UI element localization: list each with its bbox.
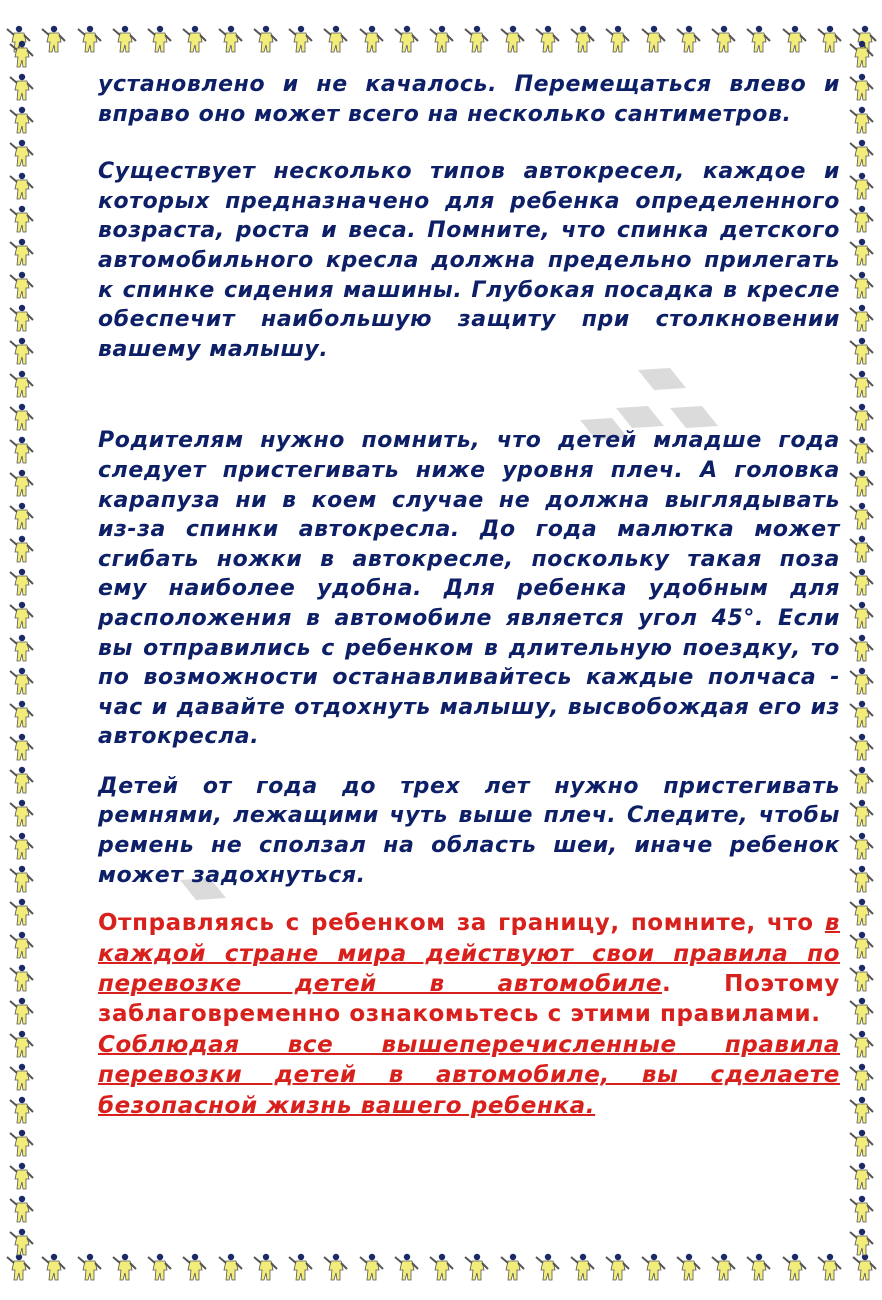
yellow-stick-figure-icon bbox=[847, 1030, 875, 1060]
yellow-stick-figure-icon bbox=[286, 25, 314, 55]
yellow-stick-figure-icon bbox=[847, 172, 875, 202]
yellow-stick-figure-icon bbox=[7, 1063, 35, 1093]
yellow-stick-figure-icon bbox=[780, 25, 808, 55]
yellow-stick-figure-icon bbox=[251, 1253, 279, 1283]
yellow-stick-figure-icon bbox=[7, 238, 35, 268]
paragraph-seat-types: Существует несколько типов автокресел, каждое и которых предназначено для ребенка определенного возраста, роста и веса. Помните, что спинка детского автомобильного кресла должна предельно прилегать к спинке сидения машины. Глубокая посадка в кресле обеспечит наибольшую защиту при столкновении вашему малышу. bbox=[98, 159, 840, 362]
yellow-stick-figure-icon bbox=[847, 634, 875, 664]
yellow-stick-figure-icon bbox=[357, 25, 385, 55]
yellow-stick-figure-icon bbox=[847, 1063, 875, 1093]
yellow-stick-figure-icon bbox=[847, 271, 875, 301]
yellow-stick-figure-icon bbox=[7, 106, 35, 136]
yellow-stick-figure-icon bbox=[39, 25, 67, 55]
yellow-stick-figure-icon bbox=[427, 1253, 455, 1283]
border-top bbox=[0, 20, 882, 60]
yellow-stick-figure-icon bbox=[847, 865, 875, 895]
yellow-stick-figure-icon bbox=[392, 1253, 420, 1283]
yellow-stick-figure-icon bbox=[847, 601, 875, 631]
yellow-stick-figure-icon bbox=[847, 733, 875, 763]
yellow-stick-figure-icon bbox=[7, 535, 35, 565]
yellow-stick-figure-icon bbox=[286, 1253, 314, 1283]
yellow-stick-figure-icon bbox=[462, 1253, 490, 1283]
yellow-stick-figure-icon bbox=[357, 1253, 385, 1283]
yellow-stick-figure-icon bbox=[847, 436, 875, 466]
yellow-stick-figure-icon bbox=[847, 799, 875, 829]
yellow-stick-figure-icon bbox=[75, 25, 103, 55]
yellow-stick-figure-icon bbox=[39, 1253, 67, 1283]
yellow-stick-figure-icon bbox=[7, 700, 35, 730]
yellow-stick-figure-icon bbox=[847, 700, 875, 730]
yellow-stick-figure-icon bbox=[847, 931, 875, 961]
yellow-stick-figure-icon bbox=[568, 1253, 596, 1283]
yellow-stick-figure-icon bbox=[251, 25, 279, 55]
yellow-stick-figure-icon bbox=[533, 1253, 561, 1283]
paragraph-toddlers: Детей от года до трех лет нужно пристегивать ремнями, лежащими чуть выше плеч. Следите, чтобы ремень не сползал на область шеи, иначе ребенок может задохнуться. bbox=[98, 773, 840, 888]
yellow-stick-figure-icon bbox=[603, 25, 631, 55]
document-body bbox=[98, 70, 840, 1121]
yellow-stick-figure-icon bbox=[674, 25, 702, 55]
yellow-stick-figure-icon bbox=[7, 436, 35, 466]
yellow-stick-figure-icon bbox=[847, 139, 875, 169]
yellow-stick-figure-icon bbox=[110, 25, 138, 55]
paragraph-seat-fixing: установлено и не качалось. Перемещаться влево и вправо оно может всего на несколько сантиметров. bbox=[98, 72, 840, 127]
yellow-stick-figure-icon bbox=[7, 1129, 35, 1159]
yellow-stick-figure-icon bbox=[847, 766, 875, 796]
yellow-stick-figure-icon bbox=[498, 25, 526, 55]
border-left bbox=[4, 40, 38, 1258]
warning-underlined: в каждой стране мира действуют свои правила по перевозке детей в автомобиле bbox=[98, 910, 840, 998]
yellow-stick-figure-icon bbox=[7, 634, 35, 664]
yellow-stick-figure-icon bbox=[709, 25, 737, 55]
yellow-stick-figure-icon bbox=[7, 733, 35, 763]
yellow-stick-figure-icon bbox=[7, 832, 35, 862]
yellow-stick-figure-icon bbox=[498, 1253, 526, 1283]
yellow-stick-figure-icon bbox=[7, 601, 35, 631]
yellow-stick-figure-icon bbox=[75, 1253, 103, 1283]
yellow-stick-figure-icon bbox=[180, 25, 208, 55]
yellow-stick-figure-icon bbox=[7, 271, 35, 301]
yellow-stick-figure-icon bbox=[7, 139, 35, 169]
warning-lead: Отправляясь с ребенком за границу, помните, что bbox=[98, 910, 825, 937]
yellow-stick-figure-icon bbox=[533, 25, 561, 55]
yellow-stick-figure-icon bbox=[7, 997, 35, 1027]
yellow-stick-figure-icon bbox=[7, 799, 35, 829]
warning-paragraph bbox=[98, 908, 840, 1030]
paragraph-infants: Родителям нужно помнить, что детей младше года следует пристегивать ниже уровня плеч. А головка карапуза ни в коем случае не должна выглядывать из-за спинки автокресла. До года малютка может сгибать ножки в автокресле, поскольку такая поза ему наиболее удобна. Для ребенка удобным для расположения в автомобиле является угол 45°. Если вы отправились с ребенком в длительную поездку, то по возможности останавливайтесь каждые полчаса - час и давайте отдохнуть малышу, высвобождая его из автокресла. bbox=[98, 428, 840, 750]
yellow-stick-figure-icon bbox=[7, 766, 35, 796]
yellow-stick-figure-icon bbox=[7, 1096, 35, 1126]
yellow-stick-figure-icon bbox=[7, 865, 35, 895]
yellow-stick-figure-icon bbox=[847, 370, 875, 400]
yellow-stick-figure-icon bbox=[7, 1162, 35, 1192]
yellow-stick-figure-icon bbox=[709, 1253, 737, 1283]
yellow-stick-figure-icon bbox=[7, 370, 35, 400]
yellow-stick-figure-icon bbox=[847, 997, 875, 1027]
yellow-stick-figure-icon bbox=[7, 1030, 35, 1060]
yellow-stick-figure-icon bbox=[321, 25, 349, 55]
yellow-stick-figure-icon bbox=[847, 403, 875, 433]
yellow-stick-figure-icon bbox=[744, 25, 772, 55]
border-right bbox=[844, 40, 878, 1258]
yellow-stick-figure-icon bbox=[7, 40, 35, 70]
yellow-stick-figure-icon bbox=[462, 25, 490, 55]
yellow-stick-figure-icon bbox=[847, 1228, 875, 1258]
yellow-stick-figure-icon bbox=[7, 667, 35, 697]
yellow-stick-figure-icon bbox=[7, 172, 35, 202]
yellow-stick-figure-icon bbox=[847, 568, 875, 598]
warning-tail: . Поэтому заблаговременно ознакомьтесь с этими правилами. bbox=[98, 971, 840, 1028]
yellow-stick-figure-icon bbox=[847, 535, 875, 565]
yellow-stick-figure-icon bbox=[847, 337, 875, 367]
yellow-stick-figure-icon bbox=[639, 1253, 667, 1283]
yellow-stick-figure-icon bbox=[427, 25, 455, 55]
yellow-stick-figure-icon bbox=[7, 931, 35, 961]
yellow-stick-figure-icon bbox=[321, 1253, 349, 1283]
yellow-stick-figure-icon bbox=[847, 898, 875, 928]
yellow-stick-figure-icon bbox=[110, 1253, 138, 1283]
yellow-stick-figure-icon bbox=[7, 403, 35, 433]
yellow-stick-figure-icon bbox=[847, 106, 875, 136]
yellow-stick-figure-icon bbox=[216, 25, 244, 55]
yellow-stick-figure-icon bbox=[216, 1253, 244, 1283]
yellow-stick-figure-icon bbox=[847, 469, 875, 499]
yellow-stick-figure-icon bbox=[392, 25, 420, 55]
yellow-stick-figure-icon bbox=[847, 832, 875, 862]
yellow-stick-figure-icon bbox=[780, 1253, 808, 1283]
yellow-stick-figure-icon bbox=[7, 568, 35, 598]
yellow-stick-figure-icon bbox=[145, 1253, 173, 1283]
yellow-stick-figure-icon bbox=[847, 304, 875, 334]
yellow-stick-figure-icon bbox=[815, 1253, 843, 1283]
yellow-stick-figure-icon bbox=[847, 40, 875, 70]
yellow-stick-figure-icon bbox=[7, 1195, 35, 1225]
yellow-stick-figure-icon bbox=[815, 25, 843, 55]
yellow-stick-figure-icon bbox=[7, 304, 35, 334]
yellow-stick-figure-icon bbox=[7, 205, 35, 235]
yellow-stick-figure-icon bbox=[7, 73, 35, 103]
yellow-stick-figure-icon bbox=[674, 1253, 702, 1283]
yellow-stick-figure-icon bbox=[847, 502, 875, 532]
yellow-stick-figure-icon bbox=[847, 73, 875, 103]
yellow-stick-figure-icon bbox=[847, 667, 875, 697]
yellow-stick-figure-icon bbox=[145, 25, 173, 55]
yellow-stick-figure-icon bbox=[180, 1253, 208, 1283]
yellow-stick-figure-icon bbox=[847, 205, 875, 235]
yellow-stick-figure-icon bbox=[568, 25, 596, 55]
yellow-stick-figure-icon bbox=[7, 502, 35, 532]
border-bottom bbox=[0, 1248, 882, 1288]
final-paragraph: Соблюдая все вышеперечисленные правила перевозки детей в автомобиле, вы сделаете безопасной жизнь вашего ребенка. bbox=[98, 1031, 840, 1119]
yellow-stick-figure-icon bbox=[7, 898, 35, 928]
yellow-stick-figure-icon bbox=[847, 1129, 875, 1159]
yellow-stick-figure-icon bbox=[847, 1096, 875, 1126]
yellow-stick-figure-icon bbox=[7, 337, 35, 367]
yellow-stick-figure-icon bbox=[7, 964, 35, 994]
yellow-stick-figure-icon bbox=[847, 238, 875, 268]
yellow-stick-figure-icon bbox=[847, 1195, 875, 1225]
yellow-stick-figure-icon bbox=[744, 1253, 772, 1283]
yellow-stick-figure-icon bbox=[639, 25, 667, 55]
yellow-stick-figure-icon bbox=[603, 1253, 631, 1283]
yellow-stick-figure-icon bbox=[847, 964, 875, 994]
yellow-stick-figure-icon bbox=[7, 1228, 35, 1258]
yellow-stick-figure-icon bbox=[7, 469, 35, 499]
yellow-stick-figure-icon bbox=[847, 1162, 875, 1192]
